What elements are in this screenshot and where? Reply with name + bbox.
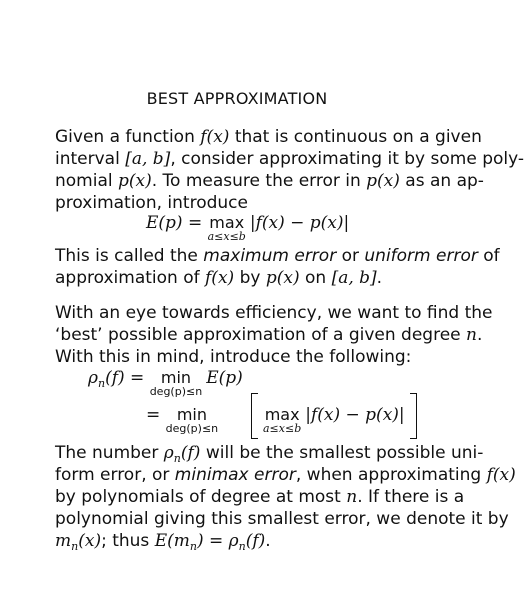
- max-label: max: [264, 405, 300, 424]
- page-title: BEST APPROXIMATION: [146, 89, 328, 108]
- text: .: [265, 531, 271, 551]
- max-limit: a≤x≤b: [263, 422, 302, 435]
- math-px: p(x): [366, 171, 400, 191]
- right-bracket: [410, 393, 417, 439]
- math-fx: f(x): [200, 127, 230, 147]
- text: The number: [55, 443, 164, 463]
- paragraph-2-line-1: [55, 245, 500, 267]
- min-label: min: [176, 405, 207, 424]
- text: . To measure the error in: [151, 171, 367, 191]
- paragraph-3-line-2: [55, 324, 482, 346]
- text: by: [234, 268, 266, 288]
- equation-minimax-row-2-inner: [263, 404, 405, 435]
- text: will be the smallest possible uni-: [200, 443, 484, 463]
- text: .: [376, 268, 383, 288]
- paragraph-2-line-2: [55, 267, 382, 289]
- min-label: min: [160, 368, 192, 387]
- text: This is called the: [55, 246, 204, 266]
- eq2-max-operator: [263, 407, 301, 435]
- math-px: p(x): [265, 268, 300, 288]
- text: interval: [55, 149, 126, 169]
- text: nomial: [55, 171, 119, 191]
- term-maximum-error: maximum error: [203, 246, 337, 266]
- math-fx: f(x): [486, 465, 516, 485]
- equation-max-error: [146, 212, 350, 243]
- text: on: [299, 268, 332, 288]
- eq1-lhs: E(p) =: [146, 213, 208, 233]
- text: ; thus: [101, 531, 155, 551]
- text: ‘best’ possible approximation of a given degree: [55, 325, 467, 345]
- text: With this in mind, introduce the following:: [55, 347, 412, 367]
- eq2-lhs-rest: (f) =: [105, 368, 150, 388]
- text: , consider approximating it by some poly-: [170, 149, 524, 169]
- text: polynomial giving this smallest error, we denote it by: [55, 509, 509, 529]
- eq2-min-operator-2: [166, 407, 219, 435]
- min-limit: deg(p)≤n: [149, 385, 203, 398]
- text: that is continuous on a given: [229, 127, 482, 147]
- paragraph-4-line-1: [55, 442, 483, 466]
- eq2-rho-sub: n: [98, 377, 106, 390]
- math-f: (f): [180, 443, 201, 463]
- math-rho: ρ: [163, 443, 174, 463]
- math-m-sub: n: [71, 540, 79, 553]
- math-rho-sub: n: [173, 452, 181, 465]
- math-x: (x): [78, 531, 102, 551]
- text: . If there is a: [357, 487, 465, 507]
- text: or: [336, 246, 365, 266]
- math-E: E(m: [154, 531, 190, 551]
- eq2-min-operator: [150, 370, 203, 398]
- math-interval: [a, b]: [125, 149, 171, 169]
- eq2-rhs2: |f(x) − p(x)|: [305, 405, 405, 425]
- left-bracket: [251, 393, 258, 439]
- paragraph-1-line-4: [55, 192, 248, 214]
- term-uniform-error: uniform error: [364, 246, 478, 266]
- math-m: m: [55, 531, 72, 551]
- paragraph-3-line-1: [55, 302, 493, 324]
- equation-minimax-row-2: [146, 404, 219, 435]
- max-label: max: [209, 213, 245, 232]
- paragraph-1-line-1: [55, 126, 482, 148]
- eq2-rho: ρ: [88, 368, 98, 388]
- math-eq-rho: ) = ρ: [196, 531, 239, 551]
- math-px: p(x): [118, 171, 152, 191]
- math-f: (f): [245, 531, 266, 551]
- max-limit: a≤x≤b: [207, 230, 246, 243]
- eq1-rhs: |f(x) − p(x)|: [249, 213, 350, 233]
- math-n-sub: n: [189, 540, 197, 553]
- text: form error, or: [55, 465, 175, 485]
- math-fx: f(x): [205, 268, 235, 288]
- math-n: n: [346, 487, 358, 507]
- math-n: n: [466, 325, 477, 345]
- equation-minimax-row-1: [88, 367, 243, 398]
- text: .: [476, 325, 483, 345]
- paragraph-4-line-4: [55, 508, 509, 530]
- min-limit: deg(p)≤n: [165, 422, 219, 435]
- text: of: [477, 246, 500, 266]
- paragraph-4-line-3: [55, 486, 464, 508]
- math-interval: [a, b]: [331, 268, 377, 288]
- paragraph-1-line-2: [55, 148, 524, 170]
- paragraph-1-line-3: [55, 170, 484, 192]
- text: , when approximating: [295, 465, 487, 485]
- text: With an eye towards efficiency, we want to find the: [55, 303, 493, 323]
- text: as an ap-: [399, 171, 484, 191]
- paragraph-3-line-3: [55, 346, 411, 368]
- eq2-equals: =: [146, 405, 166, 425]
- paragraph-4-line-2: [55, 464, 516, 486]
- text: by polynomials of degree at most: [55, 487, 347, 507]
- text: approximation of: [55, 268, 206, 288]
- term-minimax-error: minimax error: [174, 465, 296, 485]
- paragraph-4-line-5: [55, 530, 271, 554]
- eq1-max-operator: [208, 215, 246, 243]
- eq2-rhs1: E(p): [206, 368, 243, 388]
- text: Given a function: [55, 127, 201, 147]
- math-rho-sub: n: [238, 540, 246, 553]
- text: proximation, introduce: [55, 193, 248, 213]
